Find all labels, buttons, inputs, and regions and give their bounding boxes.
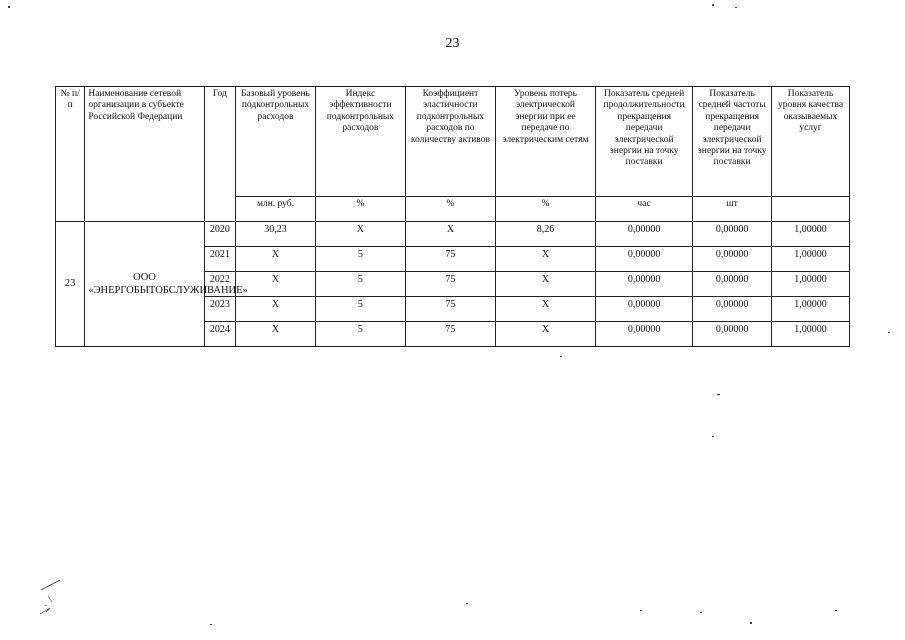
scan-speck	[888, 332, 890, 333]
loss-level-cell: X	[495, 247, 595, 272]
row-number-cell: 23	[56, 222, 85, 347]
header-cell-service-quality: Показатель уровня качества оказываемых услуг	[772, 87, 850, 197]
base-level-cell: X	[236, 322, 316, 347]
loss-level-cell: 8,26	[495, 222, 595, 247]
header-cell-interruption-frequency: Показатель средней частоты прекращения передачи электрической энергии на точку поставки	[693, 87, 772, 197]
unit-cell: %	[495, 197, 595, 222]
interruption-duration-cell: 0,00000	[596, 297, 693, 322]
efficiency-index-cell: X	[315, 222, 405, 247]
tariff-regulation-table	[55, 86, 850, 347]
loss-level-cell: X	[495, 322, 595, 347]
year-cell: 2021	[204, 247, 235, 272]
scan-speck	[712, 4, 714, 6]
interruption-duration-cell: 0,00000	[596, 222, 693, 247]
efficiency-index-cell: 5	[315, 322, 405, 347]
service-quality-cell: 1,00000	[772, 272, 850, 297]
unit-cell: %	[405, 197, 495, 222]
elasticity-coefficient-cell: X	[405, 222, 495, 247]
scan-speck	[210, 624, 212, 625]
interruption-duration-cell: 0,00000	[596, 272, 693, 297]
scan-speck	[560, 356, 562, 357]
scan-speck	[466, 603, 468, 604]
interruption-duration-cell: 0,00000	[596, 247, 693, 272]
service-quality-cell: 1,00000	[772, 247, 850, 272]
elasticity-coefficient-cell: 75	[405, 297, 495, 322]
year-cell: 2024	[204, 322, 235, 347]
elasticity-coefficient-cell: 75	[405, 247, 495, 272]
base-level-cell: X	[236, 272, 316, 297]
header-cell-efficiency-index: Индекс эффективности подконтрольных расходов	[315, 87, 405, 197]
header-cell-interruption-duration: Показатель средней продолжительности прекращения передачи электрической энергии на точку поставки	[596, 87, 693, 197]
base-level-cell: 30,23	[236, 222, 316, 247]
header-cell-year: Год	[204, 87, 235, 222]
scan-speck	[8, 6, 10, 8]
base-level-cell: X	[236, 247, 316, 272]
interruption-frequency-cell: 0,00000	[693, 222, 772, 247]
unit-cell: час	[596, 197, 693, 222]
unit-cell	[772, 197, 850, 222]
scan-speck	[717, 394, 720, 395]
interruption-frequency-cell: 0,00000	[693, 322, 772, 347]
base-level-cell: X	[236, 297, 316, 322]
table-row	[56, 222, 850, 247]
year-cell: 2020	[204, 222, 235, 247]
header-row	[56, 87, 850, 197]
organization-name-cell: ООО «ЭНЕРГОБЫТОБСЛУЖИВАНИЕ»	[85, 222, 204, 347]
header-cell-number: № п/п	[56, 87, 85, 222]
scan-speck	[640, 610, 642, 611]
loss-level-cell: X	[495, 272, 595, 297]
scan-speck	[750, 622, 752, 624]
header-cell-organization: Наименование сетевой организации в субъекте Российской Федерации	[85, 87, 204, 222]
elasticity-coefficient-cell: 75	[405, 272, 495, 297]
efficiency-index-cell: 5	[315, 272, 405, 297]
year-cell: 2022	[204, 272, 235, 297]
unit-cell: шт	[693, 197, 772, 222]
unit-cell: %	[315, 197, 405, 222]
scan-speck	[700, 612, 702, 613]
service-quality-cell: 1,00000	[772, 222, 850, 247]
year-cell: 2023	[204, 297, 235, 322]
interruption-frequency-cell: 0,00000	[693, 247, 772, 272]
service-quality-cell: 1,00000	[772, 297, 850, 322]
efficiency-index-cell: 5	[315, 297, 405, 322]
header-cell-loss-level: Уровень потерь электрической энергии при ее передаче по электрическим сетям	[495, 87, 595, 197]
interruption-frequency-cell: 0,00000	[693, 297, 772, 322]
elasticity-coefficient-cell: 75	[405, 322, 495, 347]
scan-speck	[835, 610, 837, 611]
pen-mark	[38, 578, 68, 618]
scan-speck	[735, 7, 737, 8]
unit-cell: млн. руб.	[236, 197, 316, 222]
interruption-duration-cell: 0,00000	[596, 322, 693, 347]
scan-speck	[712, 436, 714, 437]
efficiency-index-cell: 5	[315, 247, 405, 272]
interruption-frequency-cell: 0,00000	[693, 272, 772, 297]
header-cell-base-level: Базовый уровень подконтрольных расходов	[236, 87, 316, 197]
page-number: 23	[445, 36, 460, 51]
header-cell-elasticity-coefficient: Коэффициент эластичности подконтрольных расходов по количеству активов	[405, 87, 495, 197]
service-quality-cell: 1,00000	[772, 322, 850, 347]
loss-level-cell: X	[495, 297, 595, 322]
